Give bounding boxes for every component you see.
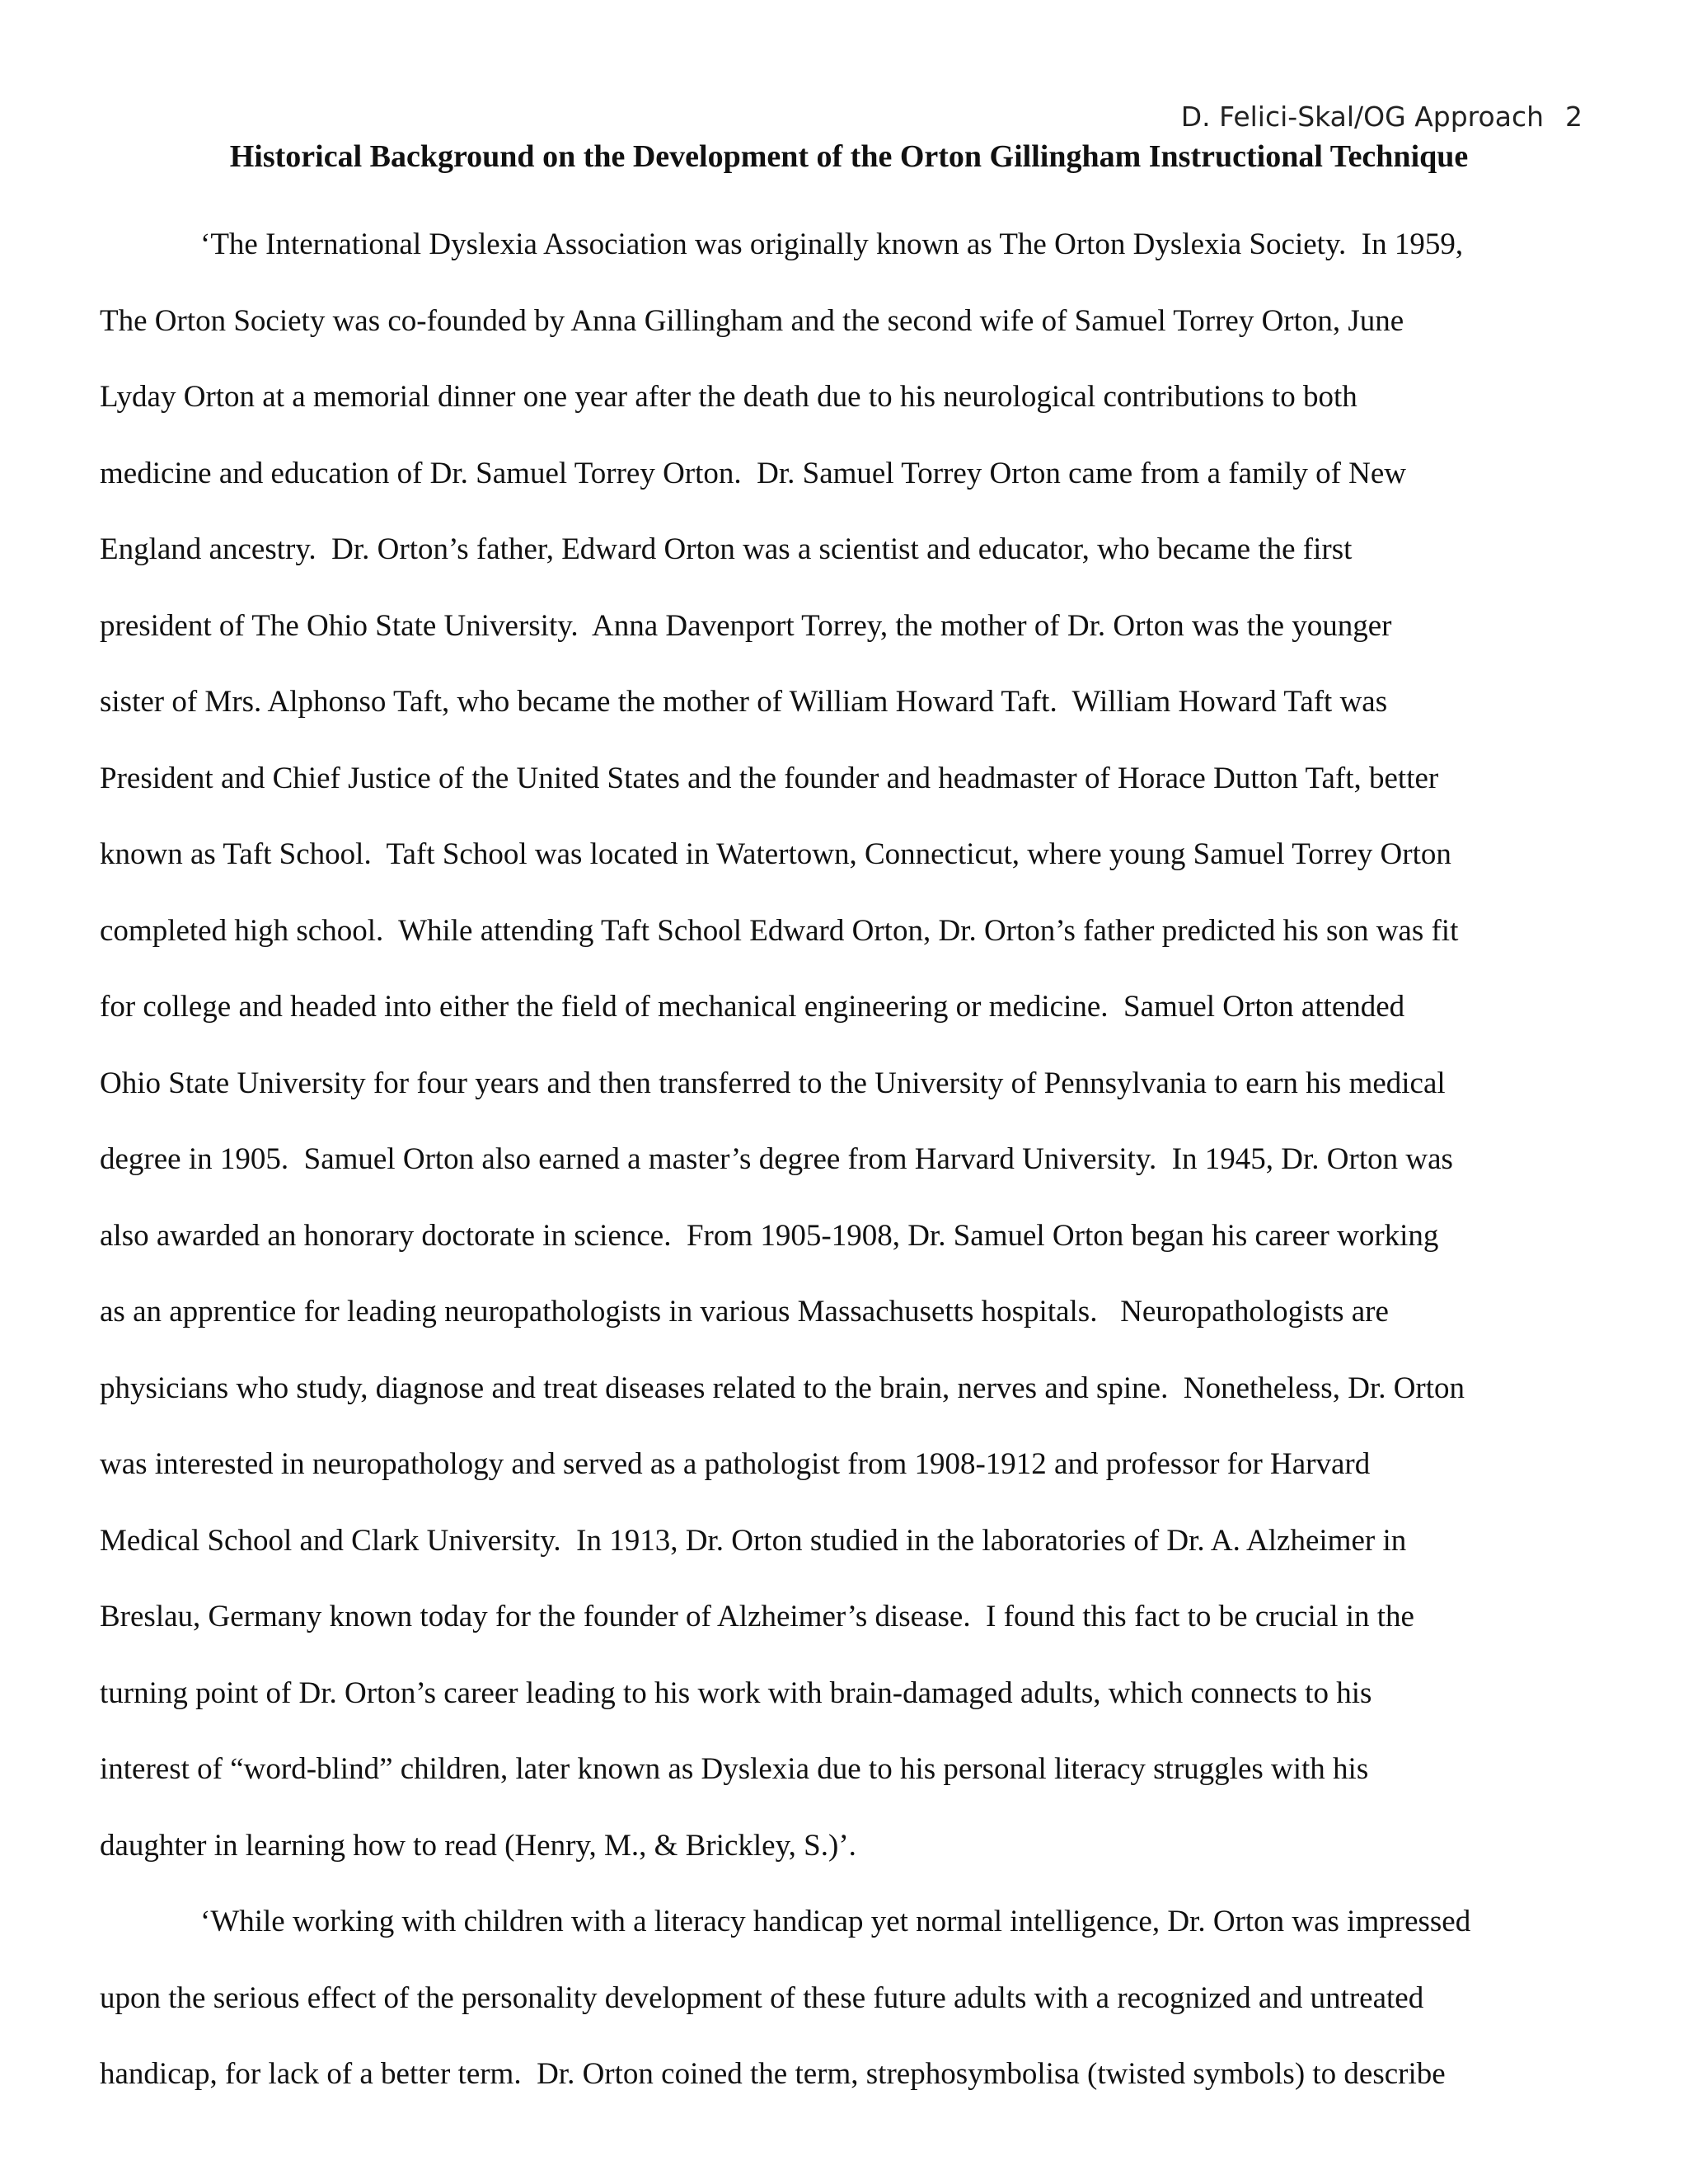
- page-number: 2: [1565, 101, 1582, 133]
- text-line: President and Chief Justice of the United States and the founder and headmaster of Horace Dutton Taft, better: [100, 761, 1439, 795]
- text-line: Lyday Orton at a memorial dinner one year after the death due to his neurological contributions to both: [100, 380, 1357, 414]
- text-line: for college and headed into either the field of mechanical engineering or medicine. Samuel Orton attended: [100, 990, 1405, 1024]
- text-line: physicians who study, diagnose and treat diseases related to the brain, nerves and spine. Nonetheless, Dr. Orton: [100, 1371, 1465, 1405]
- text-line: The Orton Society was co-founded by Anna Gillingham and the second wife of Samuel Torrey Orton, June: [100, 303, 1404, 338]
- text-line: medicine and education of Dr. Samuel Torrey Orton. Dr. Samuel Torrey Orton came from a family of New: [100, 456, 1407, 490]
- text-line: known as Taft School. Taft School was located in Watertown, Connecticut, where young Samuel Torrey Orton: [100, 837, 1451, 871]
- text-line: turning point of Dr. Orton’s career leading to his work with brain-damaged adults, which connects to his: [100, 1675, 1372, 1710]
- text-line: sister of Mrs. Alphonso Taft, who became the mother of William Howard Taft. William Howard Taft was: [100, 685, 1388, 719]
- text-line: ‘While working with children with a literacy handicap yet normal intelligence, Dr. Orton was impressed: [200, 1905, 1471, 1938]
- paragraph-1: [100, 207, 1583, 1884]
- body-text: [100, 207, 1583, 2113]
- text-line: England ancestry. Dr. Orton’s father, Edward Orton was a scientist and educator, who became the first: [100, 532, 1353, 566]
- text-line: also awarded an honorary doctorate in science. From 1905-1908, Dr. Samuel Orton began his career working: [100, 1218, 1439, 1253]
- text-line: Ohio State University for four years and then transferred to the University of Pennsylvania to earn his medical: [100, 1066, 1446, 1100]
- text-line: ‘The International Dyslexia Association was originally known as The Orton Dyslexia Society. In 1959,: [200, 227, 1464, 261]
- text-line: interest of “word-blind” children, later known as Dyslexia due to his personal literacy struggles with his: [100, 1752, 1369, 1786]
- text-line: handicap, for lack of a better term. Dr. Orton coined the term, strephosymbolisa (twisted symbols) to describe: [100, 2057, 1446, 2091]
- text-line: as an apprentice for leading neuropathologists in various Massachusetts hospitals. Neuropathologists are: [100, 1295, 1389, 1329]
- text-line: Medical School and Clark University. In 1913, Dr. Orton studied in the laboratories of Dr. A. Alzheimer in: [100, 1523, 1407, 1558]
- text-line: degree in 1905. Samuel Orton also earned a master’s degree from Harvard University. In 1945, Dr. Orton was: [100, 1142, 1453, 1176]
- text-line: president of The Ohio State University. Anna Davenport Torrey, the mother of Dr. Orton was the younger: [100, 608, 1392, 643]
- running-header: [973, 101, 1582, 134]
- text-line: completed high school. While attending Taft School Edward Orton, Dr. Orton’s father predicted his son was fit: [100, 913, 1459, 948]
- running-head-text: D. Felici-Skal/OG Approach: [1180, 101, 1544, 133]
- text-line: Breslau, Germany known today for the founder of Alzheimer’s disease. I found this fact to be crucial in the: [100, 1600, 1414, 1633]
- text-line: was interested in neuropathology and served as a pathologist from 1908-1912 and professor for Harvard: [100, 1447, 1371, 1481]
- document-title: Historical Background on the Development of the Orton Gillingham Instructional Technique: [229, 139, 1469, 174]
- text-line: upon the serious effect of the personality development of these future adults with a recognized and untreated: [100, 1980, 1424, 2015]
- paragraph-2: [100, 1884, 1583, 2113]
- text-line: daughter in learning how to read (Henry, M., & Brickley, S.)’.: [100, 1828, 856, 1863]
